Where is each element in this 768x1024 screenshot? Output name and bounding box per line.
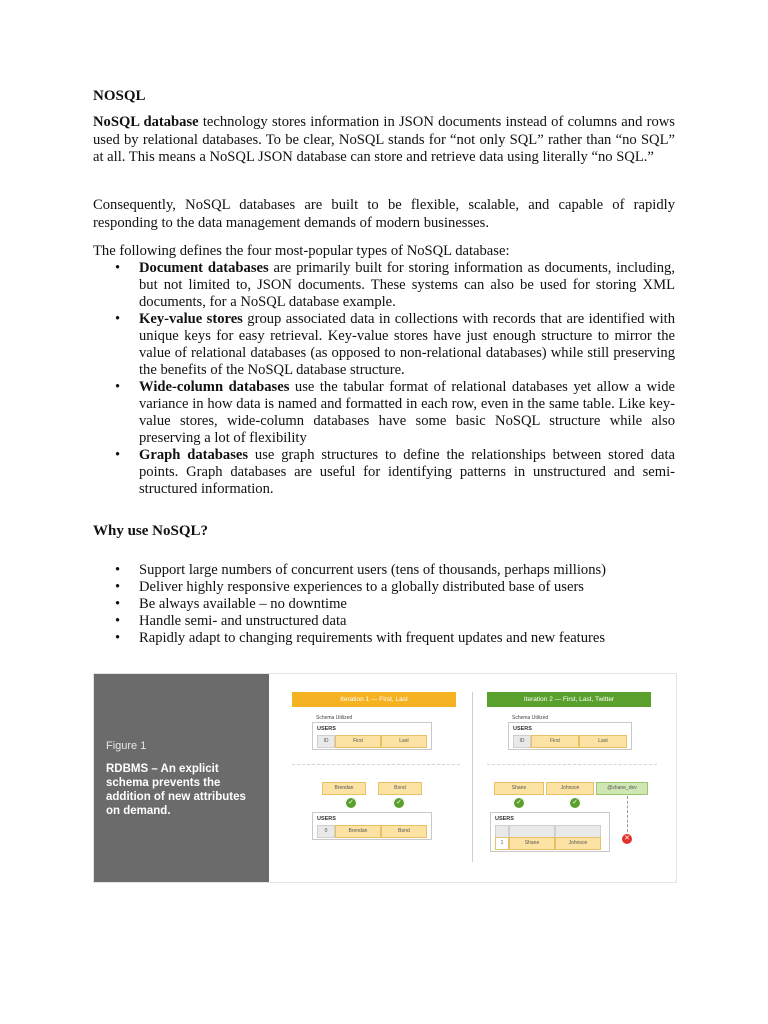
check-icon: ✓	[570, 798, 580, 808]
why-item-text: Support large numbers of concurrent users (tens of thousands, perhaps millions)	[139, 562, 607, 578]
why-list	[93, 562, 675, 647]
list-item	[93, 311, 675, 379]
table-title: USERS	[513, 726, 532, 732]
error-icon: ✕	[622, 834, 632, 844]
list-item	[93, 447, 675, 498]
intro-term: NoSQL database	[93, 114, 199, 130]
list-item	[93, 579, 675, 596]
check-icon: ✓	[394, 798, 404, 808]
schema-table-2	[508, 722, 632, 750]
why-heading: Why use NoSQL?	[93, 523, 209, 539]
figure-divider	[472, 692, 473, 862]
why-item-text: Handle semi- and unstructured data	[139, 613, 347, 629]
list-item	[93, 613, 675, 630]
users-table-2	[490, 812, 610, 852]
list-item	[93, 630, 675, 647]
bullet-icon: •	[115, 260, 121, 276]
dashed-arrow	[627, 796, 628, 832]
list-item	[93, 260, 675, 311]
bullet-icon: •	[115, 311, 121, 327]
col-last: Last	[381, 735, 427, 748]
intro-paragraph	[93, 114, 675, 167]
col-first: First	[335, 735, 381, 748]
dashed-separator	[292, 764, 460, 765]
type-term: Wide-column databases	[139, 379, 290, 395]
bullet-icon: •	[115, 562, 121, 578]
table-title: USERS	[317, 726, 336, 732]
row-id: 1	[495, 837, 509, 850]
why-item-text: Rapidly adapt to changing requirements with frequent updates and new features	[139, 630, 606, 646]
bullet-icon: •	[115, 596, 121, 612]
why-item-text: Deliver highly responsive experiences to a globally distributed base of users	[139, 579, 584, 595]
bullet-icon: •	[115, 579, 121, 595]
type-term: Document databases	[139, 260, 269, 276]
list-item	[93, 562, 675, 579]
bullet-icon: •	[115, 613, 121, 629]
row-id: 0	[317, 825, 335, 838]
iteration-1-banner: Iteration 1 — First, Last	[292, 692, 456, 707]
figure-caption-panel	[94, 674, 269, 882]
table-title: USERS	[317, 816, 336, 822]
col-first: First	[531, 735, 579, 748]
schema-label: Schema Utilized	[512, 715, 549, 721]
record-twitter: @shane_dev	[596, 782, 648, 795]
record-first: Shane	[494, 782, 544, 795]
record-first: Brendan	[322, 782, 366, 795]
bullet-icon: •	[115, 630, 121, 646]
nosql-types-list	[93, 260, 675, 498]
type-desc: use the tabular format of relational databases yet allow a wide variance in how data is named and formatted in each row, even in the same table. Like key-value stores, wide-column databases have some basic NoSQL structure while also preserving a lot of flexibility	[139, 379, 675, 446]
schema-label: Schema Utilized	[316, 715, 353, 721]
page-title: NOSQL	[93, 88, 146, 104]
col-id: ID	[513, 735, 531, 748]
row-first: Shane	[509, 837, 555, 850]
flexibility-paragraph: Consequently, NoSQL databases are built to be flexible, scalable, and capable of rapidly responding to the data management demands of modern businesses.	[93, 197, 675, 231]
check-icon: ✓	[346, 798, 356, 808]
col-id: ID	[317, 735, 335, 748]
row-first: Brendan	[335, 825, 381, 838]
type-term: Key-value stores	[139, 311, 243, 327]
types-intro: The following defines the four most-popular types of NoSQL database:	[93, 243, 510, 259]
type-term: Graph databases	[139, 447, 249, 463]
list-item	[93, 379, 675, 447]
dashed-separator	[487, 764, 657, 765]
figure-title: RDBMS – An explicit schema prevents the addition of new attributes on demand.	[106, 763, 246, 817]
type-desc: use graph structures to define the relationships between stored data points. Graph databases are useful for identifying patterns in unstructured and semi-structured information.	[139, 447, 676, 497]
rdbms-figure	[93, 673, 677, 883]
row-last: Johnson	[555, 837, 601, 850]
iteration-2-banner: Iteration 2 — First, Last, Twitter	[487, 692, 651, 707]
table-title: USERS	[495, 816, 514, 822]
figure-label: Figure 1	[106, 740, 147, 752]
row-last: Bond	[381, 825, 427, 838]
record-last: Bond	[378, 782, 422, 795]
col-last: Last	[579, 735, 627, 748]
bullet-icon: •	[115, 379, 121, 395]
check-icon: ✓	[514, 798, 524, 808]
schema-table-1	[312, 722, 432, 750]
type-desc: are primarily built for storing information as documents, including, but not limited to, JSON documents. These systems can also be used for storing XML documents, for a NoSQL database example.	[139, 260, 675, 310]
bullet-icon: •	[115, 447, 121, 463]
record-last: Johnson	[546, 782, 594, 795]
users-table-1	[312, 812, 432, 840]
intro-text: technology stores information in JSON documents instead of columns and rows used by relational databases. To be clear, NoSQL stands for “not only SQL” rather than “no SQL” at all. This means a NoSQL JSON database can store and retrieve data using literally “no SQL.”	[93, 114, 675, 165]
list-item	[93, 596, 675, 613]
why-item-text: Be always available – no downtime	[139, 596, 347, 612]
type-desc: group associated data in collections with records that are identified with unique keys for easy retrieval. Key-value stores have just enough structure to mirror the value of relational databases (as opposed to non-relational databases) while still preserving the benefits of the NoSQL database structure.	[139, 311, 675, 378]
